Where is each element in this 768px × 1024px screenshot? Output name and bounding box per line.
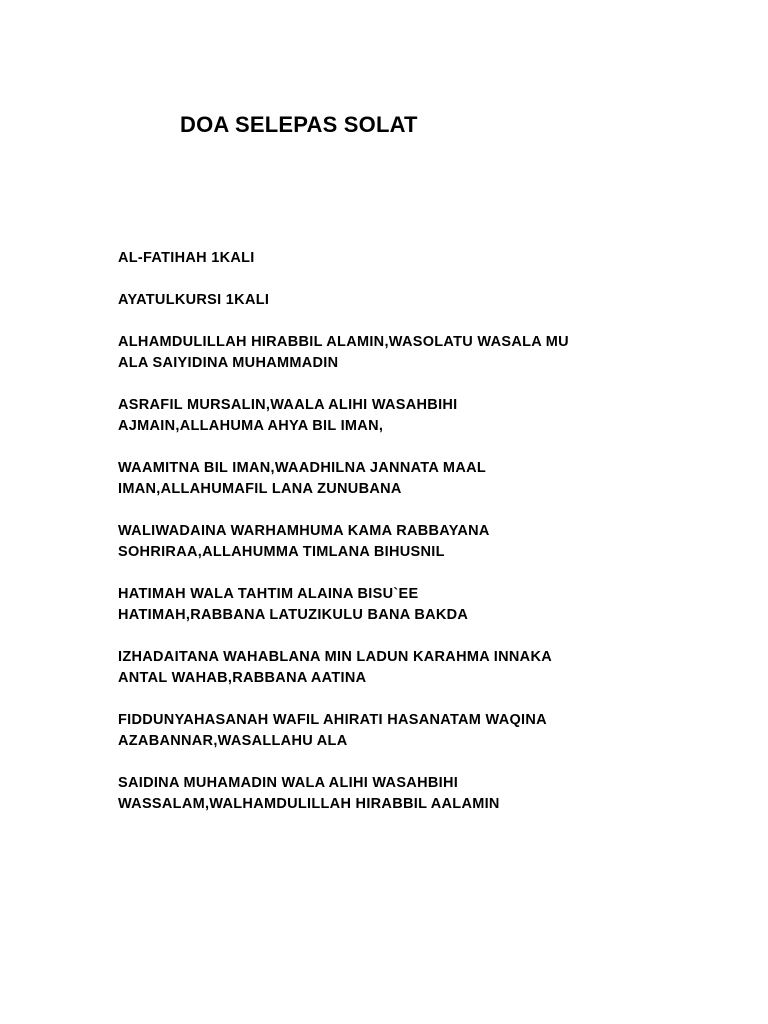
text-line: ALHAMDULILLAH HIRABBIL ALAMIN,WASOLATU WASALA MU <box>118 334 569 350</box>
paragraph-prayer-8 <box>118 773 718 815</box>
paragraph-al-fatihah <box>118 248 718 269</box>
text-line: ALA SAIYIDINA MUHAMMADIN <box>118 355 339 371</box>
text-line: WAAMITNA BIL IMAN,WAADHILNA JANNATA MAAL <box>118 460 487 476</box>
paragraph-prayer-2 <box>118 395 718 437</box>
paragraph-prayer-6 <box>118 647 718 689</box>
document-body <box>118 248 718 836</box>
text-line: FIDDUNYAHASANAH WAFIL AHIRATI HASANATAM WAQINA <box>118 712 547 728</box>
document-title: DOA SELEPAS SOLAT <box>180 112 418 137</box>
text-line: IMAN,ALLAHUMAFIL LANA ZUNUBANA <box>118 481 402 497</box>
text-line: AJMAIN,ALLAHUMA AHYA BIL IMAN, <box>118 418 384 434</box>
text-line: WALIWADAINA WARHAMHUMA KAMA RABBAYANA <box>118 523 490 539</box>
paragraph-ayatulkursi <box>118 290 718 311</box>
text-line: IZHADAITANA WAHABLANA MIN LADUN KARAHMA INNAKA <box>118 649 552 665</box>
paragraph-prayer-1 <box>118 332 718 374</box>
text-line: ANTAL WAHAB,RABBANA AATINA <box>118 670 367 686</box>
text-line: WASSALAM,WALHAMDULILLAH HIRABBIL AALAMIN <box>118 796 500 812</box>
paragraph-prayer-5 <box>118 584 718 626</box>
paragraph-prayer-7 <box>118 710 718 752</box>
text-line: SAIDINA MUHAMADIN WALA ALIHI WASAHBIHI <box>118 775 459 791</box>
text-line: HATIMAH,RABBANA LATUZIKULU BANA BAKDA <box>118 607 469 623</box>
text-line: ASRAFIL MURSALIN,WAALA ALIHI WASAHBIHI <box>118 397 458 413</box>
text-line: AL-FATIHAH 1KALI <box>118 250 255 266</box>
text-line: AZABANNAR,WASALLAHU ALA <box>118 733 348 749</box>
text-line: SOHRIRAA,ALLAHUMMA TIMLANA BIHUSNIL <box>118 544 445 560</box>
paragraph-prayer-3 <box>118 458 718 500</box>
text-line: AYATULKURSI 1KALI <box>118 292 270 308</box>
text-line: HATIMAH WALA TAHTIM ALAINA BISU`EE <box>118 586 419 602</box>
paragraph-prayer-4 <box>118 521 718 563</box>
